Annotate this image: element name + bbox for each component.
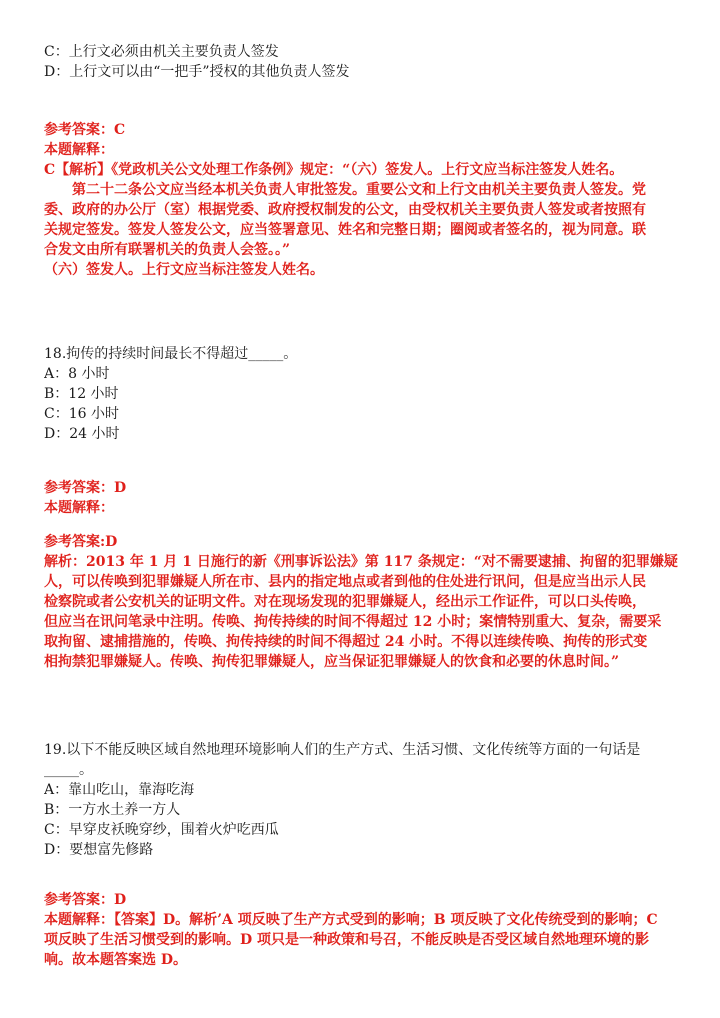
question-19 — [44, 740, 684, 860]
option-c: C：上行文必须由机关主要负责人签发 — [44, 44, 279, 60]
explanation-line: 检察院或者公安机关的证明文件。对在现场发现的犯罪嫌疑人，经出示工作证件，可以口头传唤， — [44, 594, 646, 610]
option-c: C：早穿皮袄晚穿纱，围着火炉吃西瓜 — [44, 822, 279, 838]
option-d: D：要想富先修路 — [44, 842, 154, 858]
option-b: B：12 小时 — [44, 386, 119, 402]
explanation-line: （六）签发人。上行文应当标注签发人姓名。 — [44, 262, 324, 278]
explanation-line: 解析：2013 年 1 月 1 日施行的新《刑事诉讼法》第 117 条规定：“对不需要逮捕、拘留的犯罪嫌疑 — [44, 554, 678, 570]
explanation-text — [44, 552, 684, 672]
explanation-line: 本题解释：【答案】D。解析’A 项反映了生产方式受到的影响；B 项反映了文化传统受到的影响；C — [44, 912, 658, 928]
q18-explanation-block — [44, 532, 684, 672]
option-d: D：24 小时 — [44, 426, 120, 442]
q17-answer-block — [44, 120, 684, 280]
q18-answer-block — [44, 478, 684, 518]
q19-answer-block — [44, 890, 684, 970]
explanation-label: 本题解释： — [44, 500, 114, 516]
explanation-line: 关规定签发。签发人签发公文，应当签署意见、姓名和完整日期；圈阅或者签名的，视为同意。联 — [44, 222, 646, 238]
explanation-line: 合发文由所有联署机关的负责人会签。。” — [44, 242, 291, 258]
explanation-line: 响。故本题答案选 D。 — [44, 952, 188, 968]
explanation-line: C【解析】《党政机关公文处理工作条例》规定：“（六）签发人。上行文应当标注签发人姓名。 — [44, 162, 624, 178]
question-18 — [44, 344, 684, 444]
option-b: B：一方水土养一方人 — [44, 802, 181, 818]
explanation-line: 相拘禁犯罪嫌疑人。传唤、拘传犯罪嫌疑人，应当保证犯罪嫌疑人的饮食和必要的休息时间。” — [44, 654, 620, 670]
option-a: A：8 小时 — [44, 366, 110, 382]
explanation-label: 本题解释： — [44, 142, 114, 158]
question-text: 19.以下不能反映区域自然地理环境影响人们的生产方式、生活习惯、文化传统等方面的一句话是 — [44, 742, 641, 758]
reference-answer: 参考答案：D — [44, 892, 127, 908]
explanation-line: 人，可以传唤到犯罪嫌疑人所在市、县内的指定地点或者到他的住处进行讯问，但是应当出示人民 — [44, 574, 646, 590]
option-d: D：上行文可以由“一把手”授权的其他负责人签发 — [44, 64, 350, 80]
explanation-line: 但应当在讯问笔录中注明。传唤、拘传持续的时间不得超过 12 小时；案情特别重大、复杂，需要采 — [44, 614, 662, 630]
explanation-line: 委、政府的办公厅（室）根据党委、政府授权制发的公文，由受权机关主要负责人签发或者按照有 — [44, 202, 646, 218]
reference-answer: 参考答案：D — [44, 480, 127, 496]
q17-options — [44, 42, 684, 82]
explanation-text — [44, 910, 684, 970]
explanation-text — [44, 160, 684, 280]
explanation-line: 第二十二条公文应当经本机关负责人审批签发。重要公文和上行文由机关主要负责人签发。党 — [72, 182, 646, 198]
option-c: C：16 小时 — [44, 406, 119, 422]
reference-answer: 参考答案：C — [44, 122, 126, 138]
explanation-line: 取拘留、逮捕措施的，传唤、拘传持续的时间不得超过 24 小时。不得以连续传唤、拘传的形式变 — [44, 634, 648, 650]
question-text: 18.拘传的持续时间最长不得超过_____。 — [44, 346, 298, 362]
explanation-line: 项反映了生活习惯受到的影响。D 项只是一种政策和号召，不能反映是否受区域自然地理环境的影 — [44, 932, 650, 948]
reference-answer-2: 参考答案:D — [44, 534, 118, 550]
question-text: _____。 — [44, 762, 93, 778]
option-a: A：靠山吃山，靠海吃海 — [44, 782, 195, 798]
